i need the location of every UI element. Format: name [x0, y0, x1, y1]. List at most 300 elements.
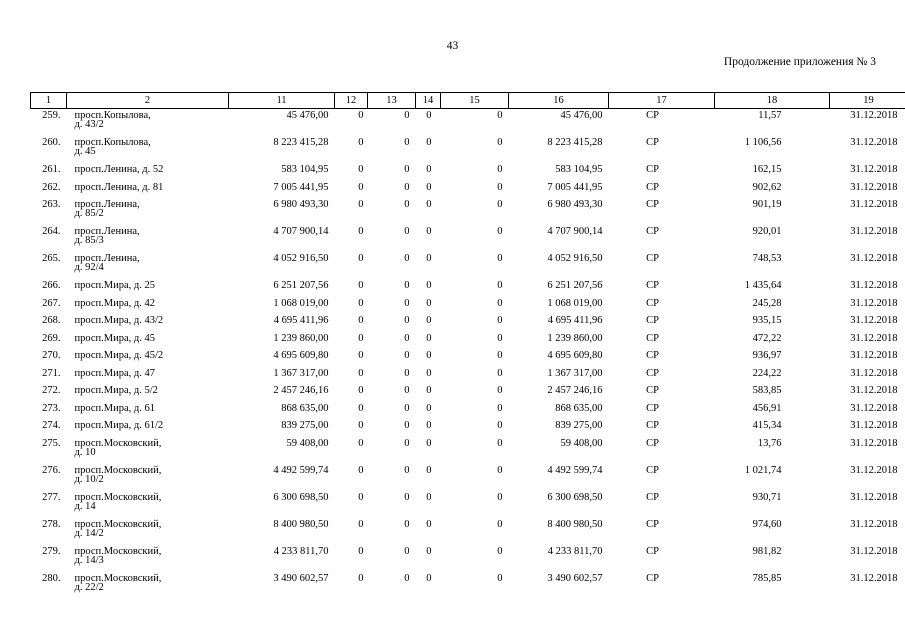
value-col-16: 6 251 207,56: [547, 280, 603, 291]
value-col-19: 31.12.2018: [850, 253, 898, 264]
value-col-19: 31.12.2018: [850, 137, 898, 148]
value-col-16: 4 695 609,80: [547, 350, 603, 361]
value-col-18: 162,15: [752, 164, 782, 175]
value-col-11: 1 068 019,00: [273, 297, 329, 309]
value-col-14: 0: [426, 280, 432, 291]
value-col-19: 31.12.2018: [850, 350, 898, 361]
address-line: просп.Ленина, д. 81: [74, 181, 164, 193]
address: [67, 252, 229, 279]
value-col-16: 839 275,00: [555, 420, 603, 431]
column-header: 1: [31, 93, 67, 109]
value-col-17: СР: [646, 137, 659, 148]
address: [67, 297, 229, 315]
row-number: 267.: [42, 297, 61, 309]
value-col-17: СР: [646, 253, 659, 264]
value-col-11: 1 239 860,00: [273, 332, 329, 344]
value-col-19: 31.12.2018: [850, 545, 898, 557]
value-col-14: 0: [426, 350, 432, 361]
value-col-12: 0: [358, 110, 364, 121]
address: [67, 332, 229, 350]
value-col-14: 0: [426, 137, 432, 148]
value-col-14: 0: [426, 402, 432, 414]
row-number: 263.: [42, 199, 61, 210]
value-col-16: 4 707 900,14: [547, 226, 603, 237]
column-header: 15: [441, 93, 509, 109]
value-col-19: 31.12.2018: [850, 315, 898, 326]
value-col-18: 1 021,74: [744, 464, 782, 476]
value-col-12: 0: [358, 545, 364, 557]
value-col-18: 785,85: [752, 572, 782, 584]
value-col-14: 0: [426, 545, 432, 557]
value-col-15: 0: [497, 350, 503, 361]
value-col-14: 0: [426, 315, 432, 326]
table-row: [31, 198, 905, 225]
address: [67, 109, 229, 137]
value-col-15: 0: [497, 385, 503, 396]
table-row: [31, 252, 905, 279]
table-row: [31, 109, 905, 137]
address: [67, 464, 229, 491]
address-line: просп.Ленина,: [74, 199, 140, 210]
value-col-12: 0: [358, 367, 364, 379]
address: [67, 136, 229, 163]
value-col-11: 45 476,00: [286, 110, 329, 121]
value-col-15: 0: [497, 199, 503, 210]
row-number: 277.: [42, 491, 61, 503]
value-col-12: 0: [358, 253, 364, 264]
address: [67, 419, 229, 437]
table-row: [31, 572, 905, 599]
value-col-19: 31.12.2018: [850, 402, 898, 414]
value-col-13: 0: [404, 280, 410, 291]
value-col-17: СР: [646, 350, 659, 361]
value-col-11: 4 707 900,14: [273, 226, 329, 237]
address: [67, 491, 229, 518]
value-col-14: 0: [426, 297, 432, 309]
value-col-18: 456,91: [752, 402, 782, 414]
address: [67, 198, 229, 225]
address-line: д. 43/2: [74, 119, 104, 130]
value-col-19: 31.12.2018: [850, 518, 898, 530]
value-col-11: 8 400 980,50: [273, 518, 329, 530]
value-col-13: 0: [404, 518, 410, 530]
value-col-18: 472,22: [752, 332, 782, 344]
value-col-17: СР: [646, 491, 659, 503]
column-header: 19: [830, 93, 905, 109]
table-row: [31, 332, 905, 350]
value-col-12: 0: [358, 350, 364, 361]
value-col-14: 0: [426, 332, 432, 344]
row-number: 278.: [42, 518, 61, 530]
address: [67, 402, 229, 420]
value-col-13: 0: [404, 545, 410, 557]
address: [67, 367, 229, 385]
address-line: просп.Московский,: [74, 545, 162, 557]
value-col-16: 6 300 698,50: [547, 491, 603, 503]
row-number: 276.: [42, 464, 61, 476]
table-row: [31, 163, 905, 181]
value-col-15: 0: [497, 518, 503, 530]
value-col-19: 31.12.2018: [850, 572, 898, 584]
value-col-18: 1 106,56: [744, 137, 782, 148]
table-body: [31, 109, 905, 599]
value-col-13: 0: [404, 137, 410, 148]
value-col-16: 4 052 916,50: [547, 253, 603, 264]
value-col-18: 245,28: [752, 297, 782, 309]
address-line: д. 45: [74, 146, 96, 157]
address-line: просп.Мира, д. 61: [74, 402, 155, 414]
value-col-18: 902,62: [752, 181, 782, 193]
value-col-11: 6 980 493,30: [273, 199, 329, 210]
table-row: [31, 279, 905, 297]
value-col-13: 0: [404, 464, 410, 476]
address: [67, 314, 229, 332]
value-col-15: 0: [497, 110, 503, 121]
value-col-15: 0: [497, 491, 503, 503]
value-col-14: 0: [426, 572, 432, 584]
address-line: просп.Копылова,: [74, 110, 151, 121]
row-number: 266.: [42, 280, 61, 291]
value-col-18: 901,19: [752, 199, 782, 210]
value-col-16: 59 408,00: [560, 437, 603, 449]
value-col-12: 0: [358, 420, 364, 431]
column-header: 16: [509, 93, 609, 109]
value-col-16: 4 233 811,70: [547, 545, 603, 557]
value-col-17: СР: [646, 545, 659, 557]
value-col-19: 31.12.2018: [850, 464, 898, 476]
address: [67, 518, 229, 545]
value-col-16: 8 400 980,50: [547, 518, 603, 530]
column-header: 18: [715, 93, 830, 109]
value-col-12: 0: [358, 518, 364, 530]
value-col-14: 0: [426, 464, 432, 476]
value-col-18: 224,22: [752, 367, 782, 379]
value-col-15: 0: [497, 332, 503, 344]
value-col-13: 0: [404, 572, 410, 584]
value-col-15: 0: [497, 367, 503, 379]
appendix-continuation-title: Продолжение приложения № 3: [723, 56, 876, 68]
column-header: 11: [229, 93, 335, 109]
value-col-12: 0: [358, 464, 364, 476]
value-col-19: 31.12.2018: [850, 385, 898, 396]
value-col-13: 0: [404, 385, 410, 396]
address-line: просп.Мира, д. 43/2: [74, 315, 164, 326]
row-number: 260.: [42, 137, 61, 148]
value-col-17: СР: [646, 572, 659, 584]
value-col-16: 1 239 860,00: [547, 332, 603, 344]
address: [67, 545, 229, 572]
row-number: 271.: [42, 367, 61, 379]
value-col-12: 0: [358, 137, 364, 148]
value-col-12: 0: [358, 164, 364, 175]
address-line: д. 22/2: [74, 581, 104, 593]
value-col-19: 31.12.2018: [850, 332, 898, 344]
row-number: 272.: [42, 385, 61, 396]
table-row: [31, 402, 905, 420]
value-col-15: 0: [497, 464, 503, 476]
table-row: [31, 225, 905, 252]
value-col-15: 0: [497, 164, 503, 175]
value-col-13: 0: [404, 110, 410, 121]
value-col-11: 2 457 246,16: [273, 385, 329, 396]
value-col-11: 4 052 916,50: [273, 253, 329, 264]
address-line: просп.Московский,: [74, 437, 162, 449]
value-col-15: 0: [497, 253, 503, 264]
value-col-16: 583 104,95: [555, 164, 603, 175]
value-col-12: 0: [358, 437, 364, 449]
value-col-11: 4 492 599,74: [273, 464, 329, 476]
value-col-11: 4 233 811,70: [273, 545, 329, 557]
value-col-13: 0: [404, 491, 410, 503]
address-line: д. 14: [74, 500, 96, 512]
row-number: 262.: [42, 181, 61, 193]
address-line: просп.Ленина,: [74, 253, 140, 264]
address: [67, 437, 229, 464]
table-row: [31, 181, 905, 199]
value-col-16: 1 068 019,00: [547, 297, 603, 309]
value-col-14: 0: [426, 226, 432, 237]
value-col-17: СР: [646, 437, 659, 449]
value-col-14: 0: [426, 253, 432, 264]
value-col-13: 0: [404, 297, 410, 309]
address-line: просп.Ленина,: [74, 226, 140, 237]
value-col-17: СР: [646, 280, 659, 291]
value-col-19: 31.12.2018: [850, 367, 898, 379]
value-col-18: 974,60: [752, 518, 782, 530]
value-col-16: 7 005 441,95: [547, 181, 603, 193]
value-col-13: 0: [404, 437, 410, 449]
value-col-16: 1 367 317,00: [547, 367, 603, 379]
value-col-19: 31.12.2018: [850, 226, 898, 237]
value-col-12: 0: [358, 332, 364, 344]
table-row: [31, 367, 905, 385]
value-col-17: СР: [646, 226, 659, 237]
value-col-13: 0: [404, 181, 410, 193]
column-header: 12: [335, 93, 368, 109]
address-line: д. 10: [74, 446, 96, 458]
value-col-15: 0: [497, 297, 503, 309]
value-col-15: 0: [497, 137, 503, 148]
value-col-19: 31.12.2018: [850, 280, 898, 291]
address-line: просп.Мира, д. 45: [74, 332, 155, 344]
value-col-13: 0: [404, 420, 410, 431]
value-col-11: 7 005 441,95: [273, 181, 329, 193]
address: [67, 225, 229, 252]
value-col-17: СР: [646, 332, 659, 344]
value-col-18: 981,82: [752, 545, 782, 557]
value-col-11: 6 300 698,50: [273, 491, 329, 503]
value-col-15: 0: [497, 226, 503, 237]
value-col-14: 0: [426, 367, 432, 379]
address-line: просп.Ленина, д. 52: [74, 164, 164, 175]
value-col-12: 0: [358, 226, 364, 237]
value-col-16: 4 695 411,96: [547, 315, 603, 326]
value-col-12: 0: [358, 402, 364, 414]
value-col-18: 920,01: [752, 226, 782, 237]
value-col-15: 0: [497, 545, 503, 557]
value-col-17: СР: [646, 402, 659, 414]
row-number: 261.: [42, 164, 61, 175]
address-line: д. 10/2: [74, 473, 104, 485]
value-col-19: 31.12.2018: [850, 110, 898, 121]
value-col-17: СР: [646, 164, 659, 175]
address-line: просп.Мира, д. 45/2: [74, 350, 164, 361]
row-number: 274.: [42, 420, 61, 431]
address: [67, 384, 229, 402]
table-row: [31, 349, 905, 367]
value-col-14: 0: [426, 437, 432, 449]
table-row: [31, 437, 905, 464]
value-col-14: 0: [426, 164, 432, 175]
value-col-19: 31.12.2018: [850, 164, 898, 175]
column-header: 13: [368, 93, 416, 109]
row-number: 270.: [42, 350, 61, 361]
value-col-14: 0: [426, 181, 432, 193]
table-row: [31, 518, 905, 545]
address: [67, 349, 229, 367]
value-col-13: 0: [404, 164, 410, 175]
value-col-17: СР: [646, 110, 659, 121]
address-line: д. 85/3: [74, 235, 104, 246]
column-header: 14: [416, 93, 441, 109]
value-col-18: 415,34: [752, 420, 782, 431]
value-col-12: 0: [358, 315, 364, 326]
row-number: 268.: [42, 315, 61, 326]
value-col-19: 31.12.2018: [850, 420, 898, 431]
table-row: [31, 136, 905, 163]
value-col-15: 0: [497, 181, 503, 193]
value-col-12: 0: [358, 491, 364, 503]
column-header: 2: [67, 93, 229, 109]
row-number: 275.: [42, 437, 61, 449]
value-col-17: СР: [646, 367, 659, 379]
address: [67, 181, 229, 199]
address-line: д. 14/3: [74, 554, 104, 566]
table-row: [31, 384, 905, 402]
value-col-14: 0: [426, 420, 432, 431]
value-col-16: 4 492 599,74: [547, 464, 603, 476]
value-col-18: 13,76: [757, 437, 782, 449]
value-col-11: 868 635,00: [281, 402, 329, 414]
value-col-16: 8 223 415,28: [547, 137, 603, 148]
value-col-17: СР: [646, 199, 659, 210]
value-col-11: 8 223 415,28: [273, 137, 329, 148]
value-col-11: 59 408,00: [286, 437, 329, 449]
value-col-14: 0: [426, 385, 432, 396]
address-line: просп.Московский,: [74, 491, 162, 503]
value-col-16: 6 980 493,30: [547, 199, 603, 210]
address-line: д. 92/4: [74, 262, 104, 273]
row-number: 265.: [42, 253, 61, 264]
row-number: 273.: [42, 402, 61, 414]
table-row: [31, 491, 905, 518]
address-line: просп.Московский,: [74, 572, 162, 584]
value-col-16: 2 457 246,16: [547, 385, 603, 396]
value-col-17: СР: [646, 297, 659, 309]
value-col-11: 6 251 207,56: [273, 280, 329, 291]
value-col-18: 935,15: [752, 315, 782, 326]
value-col-13: 0: [404, 199, 410, 210]
address: [67, 163, 229, 181]
value-col-13: 0: [404, 253, 410, 264]
value-col-12: 0: [358, 572, 364, 584]
row-number: 279.: [42, 545, 61, 557]
value-col-18: 11,57: [758, 110, 782, 121]
value-col-19: 31.12.2018: [850, 437, 898, 449]
value-col-17: СР: [646, 420, 659, 431]
value-col-13: 0: [404, 226, 410, 237]
value-col-16: 868 635,00: [555, 402, 603, 414]
row-number: 280.: [42, 572, 61, 584]
value-col-14: 0: [426, 491, 432, 503]
value-col-18: 748,53: [752, 253, 782, 264]
table-row: [31, 545, 905, 572]
value-col-11: 4 695 609,80: [273, 350, 329, 361]
value-col-11: 3 490 602,57: [273, 572, 329, 584]
value-col-12: 0: [358, 280, 364, 291]
value-col-18: 930,71: [752, 491, 782, 503]
value-col-11: 1 367 317,00: [273, 367, 329, 379]
value-col-11: 583 104,95: [281, 164, 329, 175]
value-col-15: 0: [497, 572, 503, 584]
value-col-17: СР: [646, 315, 659, 326]
value-col-16: 45 476,00: [560, 110, 603, 121]
value-col-12: 0: [358, 385, 364, 396]
address: [67, 572, 229, 599]
table-row: [31, 314, 905, 332]
address-line: просп.Копылова,: [74, 137, 151, 148]
value-col-14: 0: [426, 110, 432, 121]
value-col-12: 0: [358, 297, 364, 309]
data-table: [30, 92, 905, 599]
value-col-13: 0: [404, 315, 410, 326]
value-col-19: 31.12.2018: [850, 181, 898, 193]
value-col-19: 31.12.2018: [850, 491, 898, 503]
table-row: [31, 297, 905, 315]
value-col-14: 0: [426, 518, 432, 530]
value-col-11: 839 275,00: [281, 420, 329, 431]
value-col-15: 0: [497, 280, 503, 291]
address: [67, 279, 229, 297]
value-col-12: 0: [358, 199, 364, 210]
value-col-19: 31.12.2018: [850, 297, 898, 309]
column-header: 17: [609, 93, 715, 109]
page-number: 43: [446, 40, 459, 52]
value-col-15: 0: [497, 402, 503, 414]
row-number: 264.: [42, 226, 61, 237]
value-col-15: 0: [497, 315, 503, 326]
value-col-18: 583,85: [752, 385, 782, 396]
value-col-13: 0: [404, 350, 410, 361]
value-col-13: 0: [404, 332, 410, 344]
value-col-17: СР: [646, 181, 659, 193]
value-col-19: 31.12.2018: [850, 199, 898, 210]
value-col-13: 0: [404, 402, 410, 414]
value-col-15: 0: [497, 420, 503, 431]
value-col-18: 1 435,64: [744, 280, 782, 291]
address-line: просп.Мира, д. 5/2: [74, 385, 158, 396]
address-line: просп.Московский,: [74, 518, 162, 530]
row-number: 269.: [42, 332, 61, 344]
address-line: просп.Мира, д. 42: [74, 297, 155, 309]
value-col-13: 0: [404, 367, 410, 379]
row-number: 259.: [42, 110, 61, 121]
value-col-17: СР: [646, 518, 659, 530]
address-line: просп.Мира, д. 61/2: [74, 420, 164, 431]
address-line: просп.Московский,: [74, 464, 162, 476]
table-row: [31, 464, 905, 491]
value-col-12: 0: [358, 181, 364, 193]
